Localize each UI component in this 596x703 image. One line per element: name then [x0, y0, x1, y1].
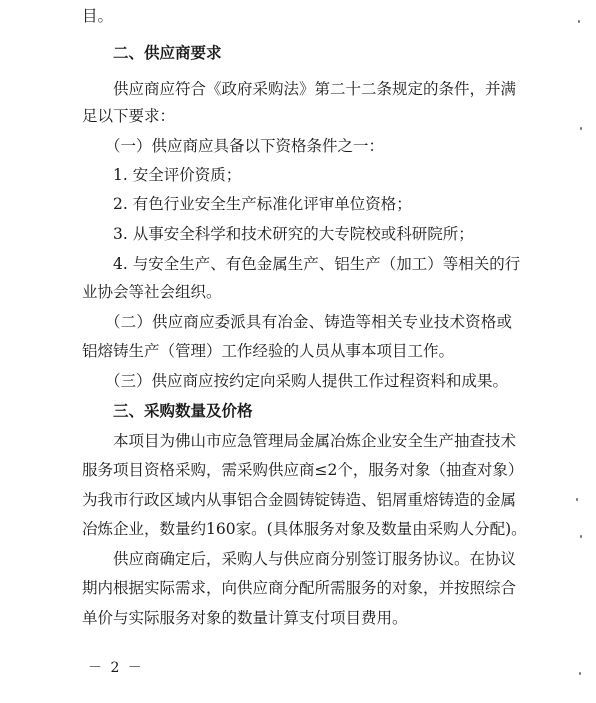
list-item: 3. 从事安全科学和技术研究的大专院校或科研院所；: [113, 225, 474, 243]
paragraph-line: 服务项目资格采购，需采购供应商≤2个，服务对象（抽查对象）: [82, 461, 524, 479]
list-item: 4. 与安全生产、有色金属生产、铝生产（加工）等相关的行: [113, 255, 521, 273]
paragraph-line: 足以下要求：: [82, 107, 176, 125]
paragraph-line: 铝熔铸生产（管理）工作经验的人员从事本项目工作。: [82, 342, 455, 360]
paragraph-line: 单价与实际服务对象的数量计算支付项目费用。: [82, 609, 408, 627]
section-heading-supplier-requirements: 二、供应商要求: [113, 44, 222, 62]
scan-speck: [580, 535, 582, 538]
paragraph-line: 业协会等社会组织。: [82, 283, 222, 301]
list-item: 1. 安全评价资质；: [113, 166, 242, 184]
paragraph-line: 为我市行政区域内从事铝合金圆铸锭铸造、铝屑重熔铸造的金属: [82, 491, 517, 509]
scan-speck: [580, 127, 582, 130]
paragraph-line: 供应商应符合《政府采购法》第二十二条规定的条件，并满: [113, 80, 517, 98]
section-heading-quantity-price: 三、采购数量及价格: [113, 402, 253, 420]
paragraph-line: 本项目为佛山市应急管理局金属冶炼企业安全生产抽查技术: [113, 432, 517, 450]
paragraph-line: 供应商确定后，采购人与供应商分别签订服务协议。在协议: [113, 550, 517, 568]
scan-speck: [578, 20, 580, 23]
list-item: 2. 有色行业安全生产标准化评审单位资格；: [113, 195, 412, 213]
paragraph-line: （一）供应商应具备以下资格条件之一：: [105, 137, 385, 155]
paragraph-line: 冶炼企业，数量约160家。(具体服务对象及数量由采购人分配)。: [82, 520, 527, 538]
scan-speck: [576, 498, 578, 501]
page-number: － 2 －: [88, 660, 144, 676]
scan-speck: [579, 672, 581, 675]
paragraph-line: 期内根据实际需求，向供应商分配所需服务的对象，并按照综合: [82, 579, 517, 597]
paragraph-line: （三）供应商应按约定向采购人提供工作过程资料和成果。: [105, 372, 509, 390]
paragraph-line: （二）供应商应委派具有冶金、铸造等相关专业技术资格或: [105, 313, 512, 331]
top-fragment: 目。: [82, 7, 114, 25]
